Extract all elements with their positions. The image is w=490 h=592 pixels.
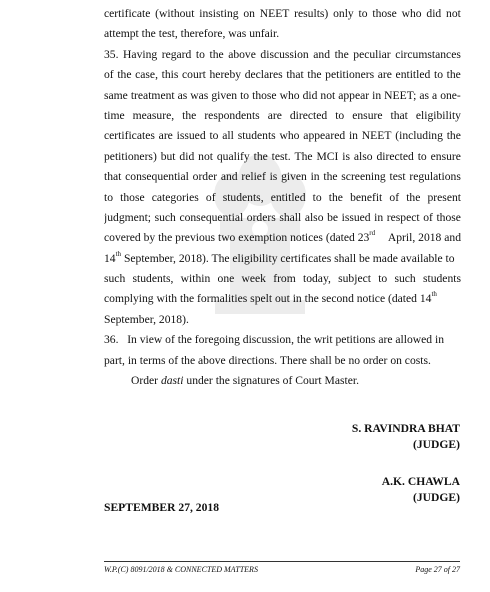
paragraph-35-start: [104, 45, 461, 65]
word: also: [353, 149, 373, 163]
word: entitled: [395, 68, 431, 82]
word: same: [104, 88, 128, 102]
word: ensure: [430, 149, 461, 163]
word: of: [104, 68, 114, 82]
word: certificate: [104, 7, 151, 20]
judge-role: (JUDGE): [412, 438, 460, 451]
word: to: [378, 272, 388, 286]
word: on: [243, 7, 255, 20]
word: case,: [135, 68, 158, 82]
paragraph-36-start: 36. In view of the foregoing discussion, the writ petitions are allowed in: [104, 333, 445, 347]
body-line: [104, 106, 461, 126]
order-dasti-line: Order dasti under the signatures of Court Master.: [131, 374, 359, 388]
word: today,: [302, 272, 331, 286]
word: of: [205, 190, 216, 204]
word: screening: [341, 170, 386, 184]
word: time: [104, 108, 125, 122]
word: treatment: [130, 88, 175, 102]
word: results): [294, 7, 329, 20]
word: MCI: [316, 149, 339, 163]
word: 35.: [104, 47, 119, 61]
word: appear: [338, 88, 370, 102]
body-line: [104, 126, 461, 146]
word: certificates: [104, 129, 155, 143]
word: petitioners): [104, 149, 157, 163]
word: ensure: [352, 108, 383, 122]
word: to: [358, 7, 368, 20]
word: one: [217, 272, 235, 286]
word: in: [310, 170, 320, 184]
word: is: [269, 170, 278, 184]
word: from: [273, 272, 296, 286]
word: directed: [376, 149, 414, 163]
word: all: [222, 129, 234, 143]
word: relief: [241, 170, 266, 184]
body-line: [104, 167, 461, 187]
word: not: [198, 149, 213, 163]
word: as: [177, 88, 188, 102]
word: the: [323, 170, 338, 184]
word: order: [192, 170, 218, 184]
word: to: [335, 108, 345, 122]
word: the: [209, 47, 224, 61]
word: in: [372, 88, 382, 102]
word: students: [237, 129, 276, 143]
word: given: [281, 170, 307, 184]
word: of: [389, 190, 400, 204]
word: appeared: [303, 129, 346, 143]
footer-case-number: W.P.(C) 8091/2018 & CONNECTED MATTERS: [104, 565, 258, 574]
word: the: [406, 190, 421, 204]
word: who: [279, 88, 300, 102]
word: the: [117, 68, 132, 82]
word: those: [120, 190, 145, 204]
word: discussion: [260, 47, 309, 61]
word: court: [182, 68, 206, 82]
word: are: [158, 129, 173, 143]
body-line: [104, 208, 461, 228]
word: in: [348, 129, 358, 143]
word: did: [179, 149, 195, 163]
word: subject: [338, 272, 371, 286]
word: shall: [279, 210, 302, 224]
word: circumstances: [395, 47, 461, 61]
word: to: [312, 190, 322, 204]
body-line: [104, 4, 461, 24]
word: to: [417, 149, 427, 163]
word: the: [253, 149, 268, 163]
word: those: [436, 210, 461, 224]
word: within: [180, 272, 211, 286]
word: NEET: [361, 129, 392, 143]
footer-page-number: Page 27 of 27: [415, 565, 460, 574]
word: The: [294, 149, 313, 163]
word: orders: [246, 210, 276, 224]
word: week: [241, 272, 266, 286]
word: also: [304, 210, 324, 224]
word: benefit: [350, 190, 383, 204]
word: NEET;: [384, 88, 417, 102]
word: peculiar: [353, 47, 391, 61]
word: the: [446, 68, 461, 82]
judgment-body: [104, 4, 461, 391]
word: of: [423, 210, 433, 224]
word: NEET: [259, 7, 290, 20]
word: did: [302, 88, 318, 102]
word: and: [220, 170, 238, 184]
body-line: [104, 147, 461, 167]
word: (without: [155, 7, 195, 20]
word: such: [154, 210, 176, 224]
word: such: [394, 272, 416, 286]
word: are: [267, 108, 282, 122]
word: to: [209, 129, 219, 143]
word: to: [433, 68, 443, 82]
word: in: [374, 210, 384, 224]
word: not: [446, 7, 461, 20]
body-line: [104, 269, 461, 289]
word: hereby: [209, 68, 242, 82]
body-line: [104, 86, 461, 106]
word: qualify: [216, 149, 250, 163]
body-line: complying with the formalities spelt out in the second notice (dated 14th: [104, 290, 437, 306]
judge-name: S. RAVINDRA BHAT: [351, 422, 460, 435]
word: to: [195, 47, 205, 61]
word: only: [333, 7, 354, 20]
word: the: [307, 68, 322, 82]
body-line: part, in terms of the above directions. There shall be no order on costs.: [104, 353, 431, 367]
body-line: [104, 65, 461, 85]
word: issued: [341, 210, 371, 224]
word: students,: [132, 272, 174, 286]
word: to: [104, 190, 114, 204]
word: consequential: [125, 170, 189, 184]
word: consequential: [179, 210, 244, 224]
word: was: [190, 88, 209, 102]
word: the: [328, 190, 343, 204]
word: categories: [151, 190, 199, 204]
word: test.: [271, 149, 291, 163]
word: that: [286, 68, 304, 82]
word: are: [377, 68, 392, 82]
body-line: September, 2018).: [104, 312, 189, 326]
word: as: [419, 88, 430, 102]
word: present: [427, 190, 461, 204]
word: respect: [386, 210, 420, 224]
word: issued: [176, 129, 206, 143]
judge-role: (JUDGE): [412, 491, 460, 504]
word: those: [372, 7, 397, 20]
word: declares: [244, 68, 283, 82]
word: above: [228, 47, 256, 61]
word: is: [342, 149, 350, 163]
word: those: [252, 88, 277, 102]
word: such: [104, 272, 126, 286]
word: students: [422, 272, 461, 286]
word: measure,: [132, 108, 175, 122]
word: insisting: [199, 7, 239, 20]
word: eligibility: [415, 108, 461, 122]
judge-name: A.K. CHAWLA: [381, 475, 460, 488]
word: but: [160, 149, 176, 163]
word: a: [432, 88, 438, 102]
word: one-: [440, 88, 461, 102]
word: test: [389, 170, 406, 184]
word: regard: [161, 47, 192, 61]
word: Having: [123, 47, 158, 61]
body-line: covered by the previous two exemption notices (dated 23rd April, 2018 and: [104, 229, 461, 245]
word: given: [211, 88, 238, 102]
footer-divider: [104, 561, 460, 562]
word: respondents: [204, 108, 260, 122]
word: regulations: [409, 170, 461, 184]
body-line: [104, 188, 461, 208]
word: the: [182, 108, 197, 122]
word: petitioners: [325, 68, 375, 82]
word: who: [279, 129, 300, 143]
word: be: [327, 210, 339, 224]
word: students,: [222, 190, 264, 204]
word: the: [334, 47, 349, 61]
word: and: [313, 47, 331, 61]
word: did: [426, 7, 442, 20]
word: (including: [395, 129, 443, 143]
body-line: attempt the test, therefore, was unfair.: [104, 27, 280, 41]
word: that: [390, 108, 408, 122]
word: that: [104, 170, 122, 184]
word: this: [161, 68, 179, 82]
signature-block-2: [382, 474, 460, 506]
word: judgment;: [104, 210, 152, 224]
word: the: [446, 129, 461, 143]
word: who: [401, 7, 422, 20]
word: to: [240, 88, 250, 102]
word: entitled: [270, 190, 306, 204]
word: not: [320, 88, 336, 102]
signature-block-1: [352, 421, 460, 453]
judgment-date: SEPTEMBER 27, 2018: [104, 501, 219, 514]
word: directed: [289, 108, 328, 122]
body-line: 14th September, 2018). The eligibility certificates shall be made available to: [104, 249, 455, 265]
